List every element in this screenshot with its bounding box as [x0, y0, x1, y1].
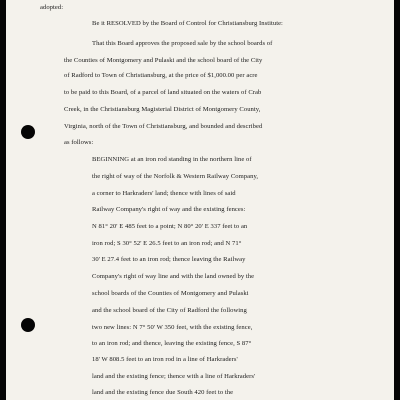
text-line: 18' W 808.5 feet to an iron rod in a line of Harkraders' [92, 356, 238, 363]
text-line: adopted: [40, 4, 64, 11]
text-line: and the school board of the City of Radford the following [92, 307, 247, 314]
binder-hole [21, 318, 35, 332]
text-line: N 81° 20' E 485 feet to a point; N 80° 20' E 337 feet to an [92, 223, 248, 230]
text-line: as follows: [64, 139, 94, 146]
text-line: That this Board approves the proposed sale by the school boards of [92, 40, 273, 47]
text-line: iron rod; S 30° 52' E 26.5 feet to an iron rod; and N 71° [92, 240, 242, 247]
text-line: Railway Company's right of way and the existing fences: [92, 206, 246, 213]
text-line: Creek, in the Christiansburg Magisterial District of Montgomery County, [64, 106, 261, 113]
text-line: land and the existing fence due South 420 feet to the [92, 389, 234, 396]
document-page [6, 0, 394, 400]
text-line: 30' E 27.4 feet to an iron rod; thence leaving the Railway [92, 256, 246, 263]
text-line: two new lines: N 7° 50' W 350 feet, with the existing fence, [92, 324, 253, 331]
binder-hole [21, 125, 35, 139]
text-line: land and the existing fence; thence with a line of Harkraders' [92, 373, 256, 380]
text-line: school boards of the Counties of Montgomery and Pulaski [92, 290, 249, 297]
text-line: Company's right of way line and with the land owned by the [92, 273, 255, 280]
text-line: of Radford to Town of Christiansburg, at the price of $1,000.00 per acre [64, 72, 258, 79]
text-line: Virginia, north of the Town of Christiansburg, and bounded and described [64, 123, 263, 130]
text-line: BEGINNING at an iron rod standing in the northern line of [92, 156, 252, 163]
text-line: to an iron rod; and thence, leaving the existing fence, S 87° [92, 340, 252, 347]
text-line: the Counties of Montgomery and Pulaski and the school board of the City [64, 57, 263, 64]
text-line: Be it RESOLVED by the Board of Control for Christiansburg Institute: [92, 20, 283, 27]
text-line: the right of way of the Norfolk & Western Railway Company, [92, 173, 259, 180]
text-line: a corner to Harkraders' land; thence with lines of said [92, 190, 236, 197]
text-line: to be paid to this Board, of a parcel of land situated on the waters of Crab [64, 89, 262, 96]
